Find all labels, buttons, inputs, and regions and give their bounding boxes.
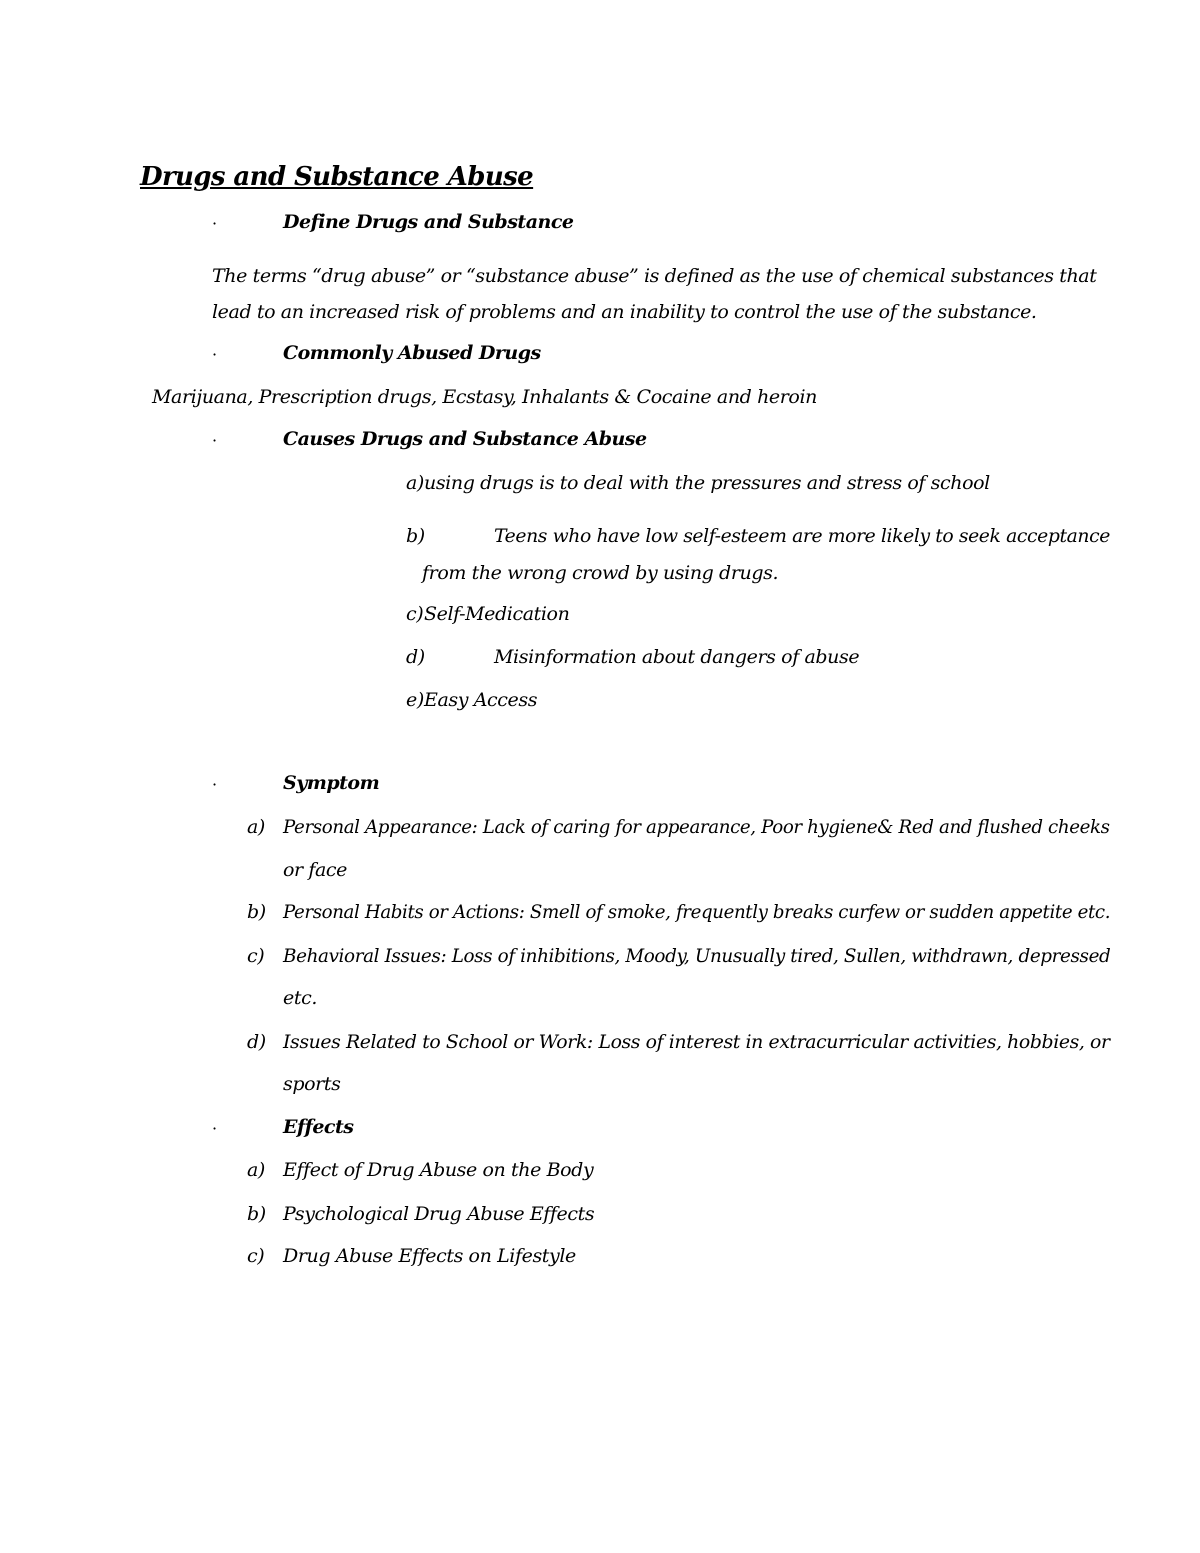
- cause-e-text: Easy Access: [424, 689, 538, 711]
- effect-c-text: Drug Abuse Effects on Lifestyle: [283, 1245, 576, 1267]
- symptom-d-text: Issues Related to School or Work: Loss of interest in extracurricular activities, hobbies, or: [283, 1031, 1110, 1053]
- bullet-icon: ·: [212, 775, 218, 794]
- heading-effects: Effects: [283, 1116, 354, 1138]
- cause-b-marker: b): [406, 525, 425, 547]
- symptom-b-marker: b): [247, 901, 266, 923]
- bullet-icon: ·: [212, 1119, 218, 1138]
- effect-c-marker: c): [247, 1245, 265, 1267]
- symptom-b-text: Personal Habits or Actions: Smell of smoke, frequently breaks curfew or sudden appetite etc.: [283, 901, 1111, 923]
- effect-a-text: Effect of Drug Abuse on the Body: [283, 1159, 594, 1181]
- symptom-a-text: Personal Appearance: Lack of caring for appearance, Poor hygiene& Red and flushed cheeks: [283, 816, 1110, 838]
- effect-b-text: Psychological Drug Abuse Effects: [283, 1203, 595, 1225]
- effect-b-marker: b): [247, 1203, 266, 1225]
- bullet-icon: ·: [212, 214, 218, 233]
- bullet-icon: ·: [212, 431, 218, 450]
- heading-causes: Causes Drugs and Substance Abuse: [283, 428, 647, 450]
- cause-d-marker: d): [406, 646, 425, 668]
- symptom-a-marker: a): [247, 816, 265, 838]
- define-line-1: The terms “drug abuse” or “substance abuse” is defined as the use of chemical substances that: [212, 265, 1097, 287]
- cause-a-text: using drugs is to deal with the pressures and stress of school: [424, 472, 990, 494]
- document-title: Drugs and Substance Abuse: [140, 162, 534, 192]
- symptom-c-marker: c): [247, 945, 265, 967]
- cause-b-text: Teens who have low self-esteem are more likely to seek acceptance: [494, 525, 1110, 547]
- cause-c-marker: c): [406, 603, 424, 625]
- effect-a-marker: a): [247, 1159, 265, 1181]
- symptom-d-continuation: sports: [283, 1073, 341, 1095]
- heading-symptom: Symptom: [283, 772, 380, 794]
- symptom-d-marker: d): [247, 1031, 266, 1053]
- cause-a-marker: a): [406, 472, 424, 494]
- cause-d-text: Misinformation about dangers of abuse: [494, 646, 860, 668]
- define-line-2: lead to an increased risk of problems and an inability to control the use of the substance.: [212, 301, 1037, 323]
- bullet-icon: ·: [212, 345, 218, 364]
- heading-define: Define Drugs and Substance: [283, 211, 574, 233]
- symptom-c-continuation: etc.: [283, 987, 317, 1009]
- heading-commonly-abused: Commonly Abused Drugs: [283, 342, 541, 364]
- symptom-c-text: Behavioral Issues: Loss of inhibitions, Moody, Unusually tired, Sullen, withdrawn, depressed: [283, 945, 1111, 967]
- cause-c-text: Self-Medication: [424, 603, 570, 625]
- commonly-abused-list: Marijuana, Prescription drugs, Ecstasy, Inhalants & Cocaine and heroin: [152, 386, 817, 408]
- cause-e-marker: e): [406, 689, 424, 711]
- symptom-a-continuation: or face: [283, 859, 348, 881]
- cause-b-continuation: from the wrong crowd by using drugs.: [422, 562, 779, 584]
